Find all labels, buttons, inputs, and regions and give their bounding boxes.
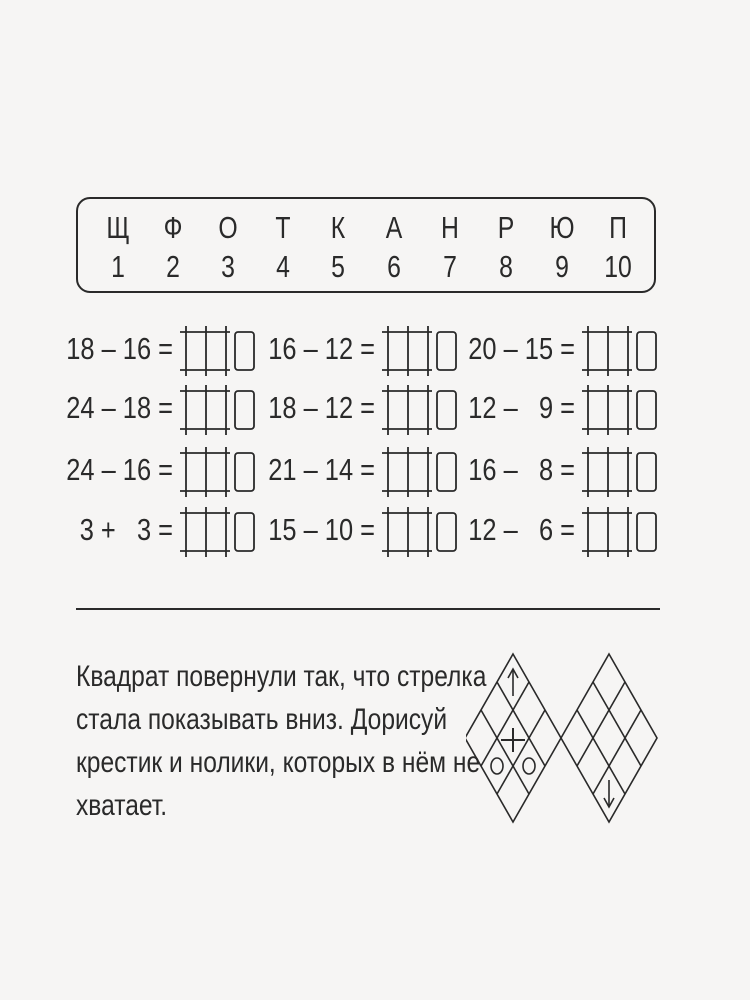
arrow-down-icon	[604, 780, 614, 807]
exercise-expression: 15 – 10 =	[268, 512, 375, 547]
cipher-number: 3	[221, 249, 235, 284]
task-text	[76, 655, 487, 827]
circle-icon	[491, 758, 503, 774]
rotated-squares-figure	[466, 648, 666, 833]
cipher-number: 1	[111, 249, 125, 284]
exercise-expression: 21 – 14 =	[268, 452, 375, 487]
exercise-expression: 24 – 18 =	[66, 390, 173, 425]
exercise-expression: 3 + 3 =	[79, 512, 173, 547]
exercise	[0, 326, 750, 378]
cipher-number: 8	[499, 249, 513, 284]
exercise-expression: 12 – 6 =	[468, 512, 575, 547]
cipher-letter: О	[218, 210, 238, 245]
exercise-expression: 20 – 15 =	[468, 331, 575, 366]
cipher-letter: Ф	[163, 210, 183, 245]
cipher-letter: Ю	[549, 210, 575, 245]
cross-icon	[501, 728, 525, 752]
task-line: крестик и нолики, которых в нём не	[76, 746, 481, 779]
cipher-letter: Р	[497, 210, 515, 245]
diamond-right	[561, 654, 657, 822]
circle-icon	[523, 758, 535, 774]
cipher-letter: А	[385, 210, 403, 245]
cipher-letter: Т	[275, 210, 291, 245]
task-line: стала показывать вниз. Дорисуй	[76, 703, 448, 736]
exercise	[0, 507, 750, 559]
cipher-letter: Щ	[106, 210, 130, 245]
cipher-number: 4	[276, 249, 290, 284]
answer-boxes[interactable]	[582, 326, 662, 378]
section-divider	[76, 608, 660, 610]
answer-boxes[interactable]	[582, 447, 662, 499]
arrow-up-icon	[508, 669, 518, 696]
cipher-number: 9	[555, 249, 569, 284]
cipher-number: 2	[166, 249, 180, 284]
exercise-expression: 16 – 12 =	[268, 331, 375, 366]
cipher-number: 5	[331, 249, 345, 284]
task-line: Квадрат повернули так, что стрелка	[76, 660, 487, 693]
cipher-letter: К	[330, 210, 346, 245]
exercise	[0, 447, 750, 499]
cipher-number: 6	[387, 249, 401, 284]
exercise-expression: 18 – 16 =	[66, 331, 173, 366]
exercise	[0, 385, 750, 437]
diamond-left	[466, 654, 561, 822]
cipher-table	[76, 197, 656, 293]
exercise-expression: 24 – 16 =	[66, 452, 173, 487]
exercise-expression: 18 – 12 =	[268, 390, 375, 425]
exercise-expression: 16 – 8 =	[468, 452, 575, 487]
exercise-expression: 12 – 9 =	[468, 390, 575, 425]
cipher-number: 7	[443, 249, 457, 284]
cipher-letter: Н	[441, 210, 459, 245]
task-line: хватает.	[76, 789, 168, 822]
cipher-number: 10	[604, 249, 632, 284]
cipher-letter: П	[609, 210, 627, 245]
answer-boxes[interactable]	[582, 507, 662, 559]
answer-boxes[interactable]	[582, 385, 662, 437]
